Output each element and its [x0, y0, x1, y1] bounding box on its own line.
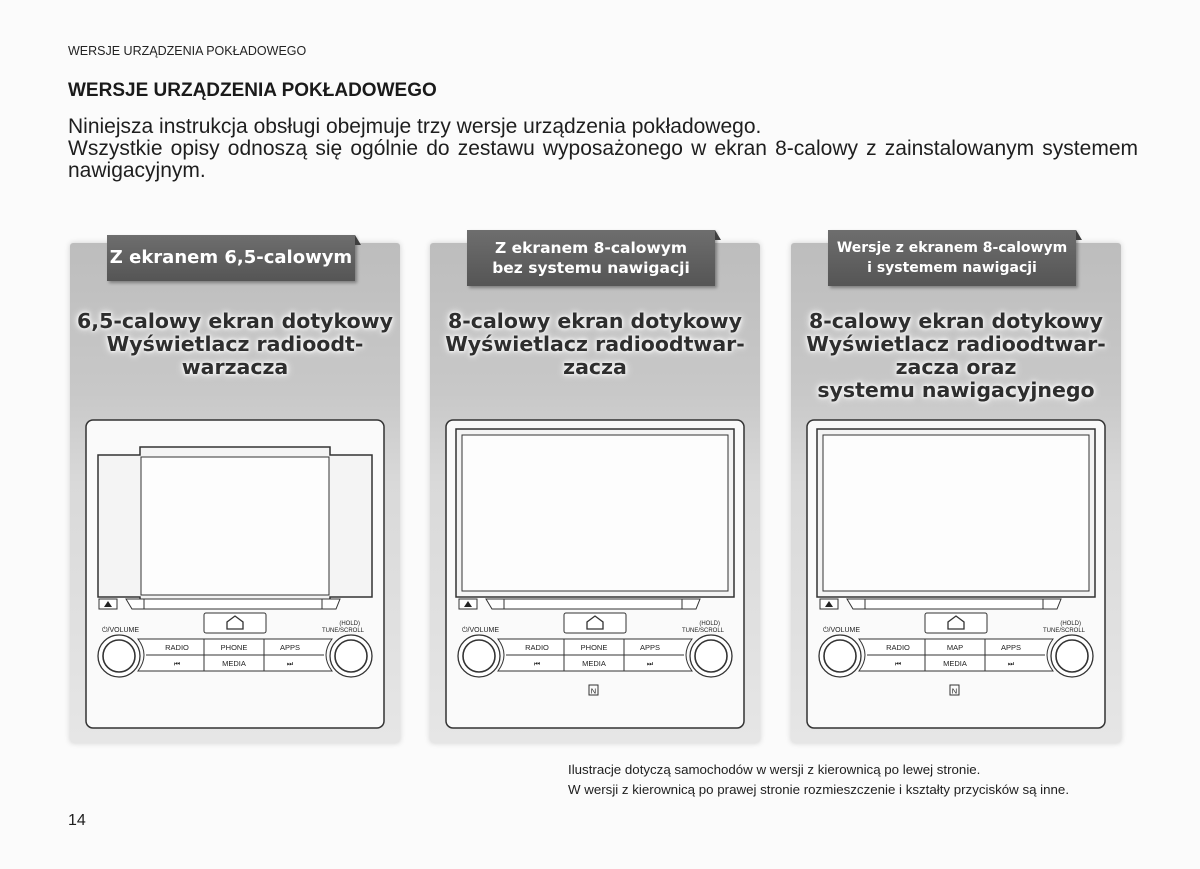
version-panel-6-5-inch [70, 243, 400, 743]
version-panel-8-inch-navigation [791, 240, 1121, 743]
radio-button: RADIO [165, 643, 189, 652]
version-tab [107, 235, 355, 281]
display-screen [141, 457, 329, 595]
disc-slot [126, 599, 340, 609]
head-unit-drawing [803, 417, 1109, 733]
disc-slot [486, 599, 700, 609]
heading-line: Wyświetlacz radioodt- [106, 332, 364, 356]
previous-track-icon: ⏮ [894, 661, 902, 668]
note-line-1: Ilustracje dotyczą samochodów w wersji z kierownicą po lewej stronie. [568, 762, 981, 777]
volume-label: ⏻/VOLUME [102, 627, 140, 634]
next-track-icon: ⏭ [1007, 661, 1015, 668]
heading-line: 8-calowy ekran dotykowy [448, 309, 742, 333]
illustration-note [568, 760, 1069, 799]
tune-scroll-label: TUNE/SCROLL [321, 628, 364, 634]
intro-text [68, 116, 1138, 182]
radio-button: RADIO [525, 643, 549, 652]
map-button: MAP [946, 643, 964, 652]
head-unit-drawing [442, 417, 748, 733]
section-title: WERSJE URZĄDZENIA POKŁADOWEGO [68, 80, 437, 101]
note-line-2: W wersji z kierownicą po prawej stronie rozmieszczenie i kształty przycisków są inne. [568, 781, 1070, 797]
head-unit-illustration [82, 417, 388, 733]
version-heading [70, 310, 400, 379]
heading-line: zacza [563, 355, 627, 379]
volume-label: ⏻/VOLUME [462, 627, 500, 634]
tab-line: Wersje z ekranem 8-calowym [836, 240, 1068, 256]
heading-line: Wyświetlacz radioodtwar- [806, 332, 1106, 356]
head-unit-drawing [82, 417, 388, 733]
media-button: MEDIA [582, 659, 606, 668]
tab-line: Z ekranem 8-calowym [494, 239, 688, 257]
heading-line: zacza oraz [895, 355, 1017, 379]
apps-button: APPS [639, 643, 661, 652]
running-head: WERSJE URZĄDZENIA POKŁADOWEGO [68, 44, 307, 58]
version-tab [467, 230, 715, 286]
nfc-label: N [951, 686, 958, 696]
head-unit-illustration [803, 417, 1109, 733]
intro-line-2: Wszystkie opisy odnoszą się ogólnie do zestawu wyposażonego w ekran 8-calowy z zainstalowanym systemem nawigacyjnym. [68, 137, 1138, 182]
nfc-label: N [590, 686, 597, 696]
tune-scroll-label: TUNE/SCROLL [1042, 628, 1085, 634]
previous-track-icon: ⏮ [173, 661, 181, 668]
tab-line: bez systemu nawigacji [492, 259, 690, 277]
tune-scroll-label: TUNE/SCROLL [681, 628, 724, 634]
intro-line-1: Niniejsza instrukcja obsługi obejmuje trzy wersje urządzenia pokładowego. [68, 115, 762, 138]
previous-track-icon: ⏮ [533, 661, 541, 668]
page-number: 14 [68, 812, 86, 829]
heading-line: 8-calowy ekran dotykowy [809, 309, 1103, 333]
display-screen [462, 435, 728, 591]
heading-line: 6,5-calowy ekran dotykowy [77, 309, 393, 333]
disc-slot [847, 599, 1061, 609]
phone-button: PHONE [220, 643, 248, 652]
tune-hold-label: (HOLD) [699, 621, 720, 627]
next-track-icon: ⏭ [646, 661, 654, 668]
media-button: MEDIA [222, 659, 246, 668]
version-panel-8-inch [430, 239, 760, 743]
tune-hold-label: (HOLD) [339, 621, 360, 627]
display-screen [823, 435, 1089, 591]
version-tab [828, 230, 1076, 286]
apps-button: APPS [279, 643, 301, 652]
tune-hold-label: (HOLD) [1060, 621, 1081, 627]
tab-line: i systemem nawigacji [867, 260, 1037, 276]
volume-label: ⏻/VOLUME [823, 627, 861, 634]
apps-button: APPS [1000, 643, 1022, 652]
heading-line: systemu nawigacyjnego [817, 378, 1095, 402]
version-heading [791, 310, 1121, 402]
media-button: MEDIA [943, 659, 967, 668]
tab-line: Z ekranem 6,5-calowym [109, 247, 353, 268]
next-track-icon: ⏭ [286, 661, 294, 668]
phone-button: PHONE [580, 643, 608, 652]
heading-line: warzacza [181, 355, 289, 379]
version-heading [430, 310, 760, 379]
heading-line: Wyświetlacz radioodtwar- [445, 332, 745, 356]
head-unit-illustration [442, 417, 748, 733]
radio-button: RADIO [886, 643, 910, 652]
